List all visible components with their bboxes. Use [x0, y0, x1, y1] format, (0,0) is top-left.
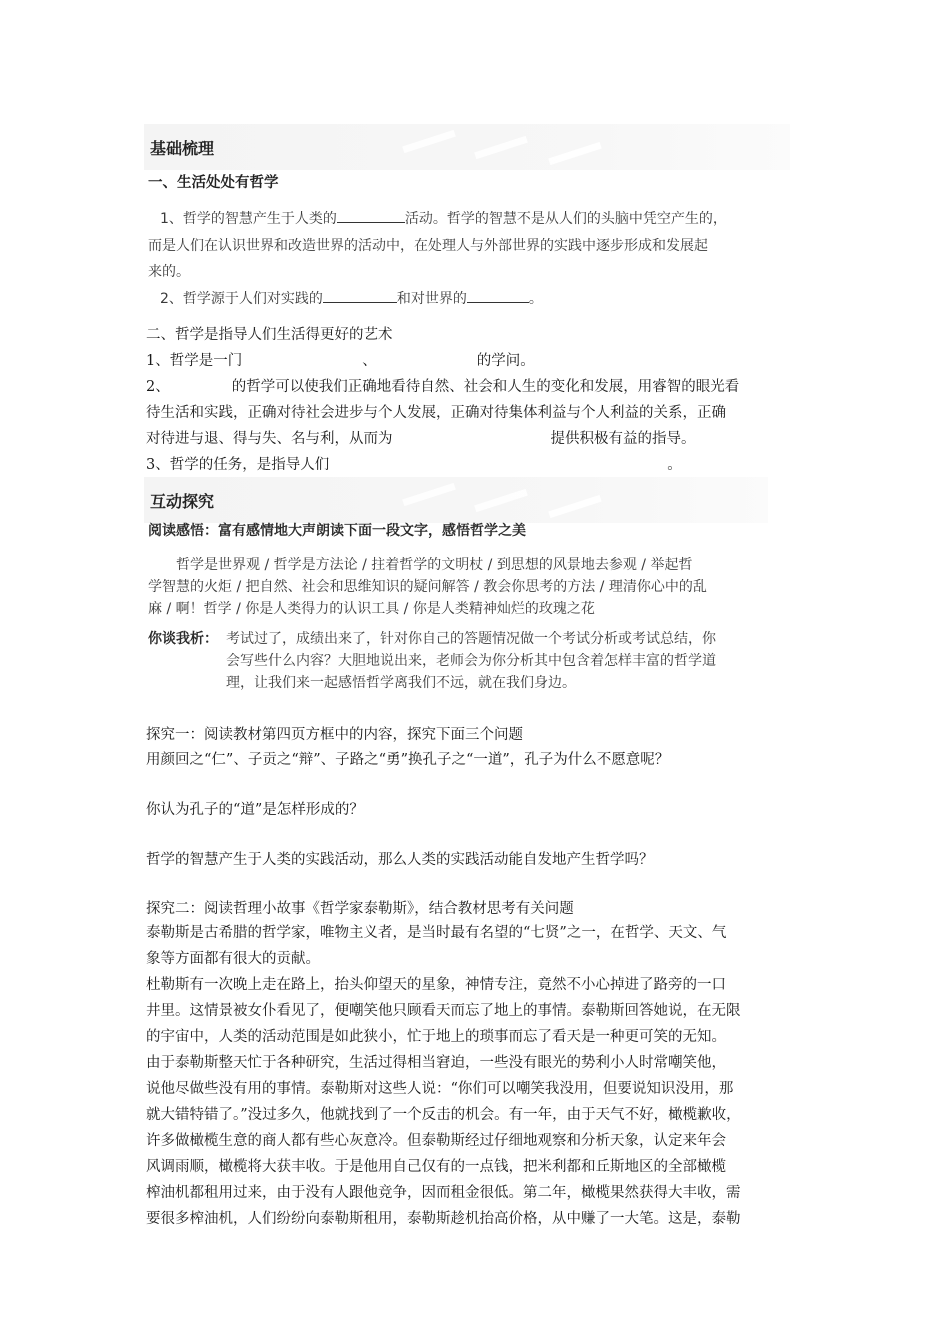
point-3: 3、哲学的任务，是指导人们 。 — [146, 457, 682, 473]
section-title-interactive: 互动探究 — [150, 492, 215, 511]
decor-stroke — [474, 136, 528, 159]
subheading-life: 一、生活处处有哲学 — [148, 175, 279, 191]
analysis-line-3: 理，让我们来一起感悟哲学离我们不远，就在我们身边。 — [226, 675, 576, 691]
story-line: 榨油机都租用过来，由于没有人跟他竞争，因而租金很低。第二年，橄榄果然获得大丰收，需 — [146, 1185, 741, 1201]
story-line: 杜勒斯有一次晚上走在路上，抬头仰望天的星象，神情专注，竟然不小心掉进了路旁的一口 — [146, 977, 726, 993]
analysis-line-2: 会写些什么内容？大胆地说出来，老师会为你分析其中包含着怎样丰富的哲学道 — [226, 653, 716, 669]
subheading-art: 二、哲学是指导人们生活得更好的艺术 — [146, 327, 393, 343]
analysis-line-1: 考试过了，成绩出来了，针对你自己的答题情况做一个考试分析或考试总结，你 — [226, 631, 716, 647]
decor-stroke — [474, 489, 528, 512]
blank-field — [337, 207, 405, 223]
story-line: 要很多榨油机，人们纷纷向泰勒斯租用，泰勒斯趁机抬高价格，从中赚了一大笔。这是，泰勒 — [146, 1211, 741, 1227]
question-1-line-3: 来的。 — [148, 264, 190, 280]
question-2: 2、哲学源于人们对实践的 和对世界的 。 — [160, 286, 543, 312]
decor-stroke — [548, 495, 602, 518]
inquiry-1-title: 探究一：阅读教材第四页方框中的内容，探究下面三个问题 — [146, 727, 523, 743]
inquiry-1-question-3: 哲学的智慧产生于人类的实践活动，那么人类的实践活动能自发地产生哲学吗？ — [146, 852, 654, 868]
analysis-label: 你谈我析： — [148, 631, 218, 647]
decor-stroke — [402, 483, 456, 506]
story-line: 井里。这情景被女仆看见了，便嘲笑他只顾看天而忘了地上的事情。泰勒斯回答她说，在无限 — [146, 1003, 741, 1019]
section-band-interactive — [144, 477, 768, 523]
section-title-basics: 基础梳理 — [150, 139, 215, 158]
story-line: 泰勒斯是古希腊的哲学家，唯物主义者，是当时最有名望的“七贤”之一，在哲学、天文、气 — [146, 925, 727, 941]
poem-line-3: 麻 / 啊！哲学 / 你是人类得力的认识工具 / 你是人类精神灿烂的玫瑰之花 — [148, 601, 595, 617]
question-1-line-1: 1、哲学的智慧产生于人类的 活动。哲学的智慧不是从人们的头脑中凭空产生的， — [160, 206, 727, 232]
story-line: 就大错特错了。”没过多久，他就找到了一个反击的机会。有一年，由于天气不好，橄榄歉收， — [146, 1107, 741, 1123]
inquiry-1-question-2: 你认为孔子的“道”是怎样形成的？ — [146, 802, 364, 818]
decor-stroke — [402, 130, 456, 153]
point-2-line-1: 2、 的哲学可以使我们正确地看待自然、社会和人生的变化和发展，用睿智的眼光看 — [146, 379, 740, 395]
blank-field — [323, 287, 397, 303]
point-2-line-2: 待生活和实践，正确对待社会进步与个人发展，正确对待集体利益与个人利益的关系，正确 — [146, 405, 726, 421]
point-2-line-3: 对待进与退、得与失、名与利，从而为 提供积极有益的指导。 — [146, 431, 696, 447]
inquiry-2-title: 探究二：阅读哲理小故事《哲学家泰勒斯》，结合教材思考有关问题 — [146, 901, 574, 917]
point-1: 1、哲学是一门 、 的学问。 — [146, 353, 535, 369]
story-line: 由于泰勒斯整天忙于各种研究，生活过得相当窘迫，一些没有眼光的势利小人时常嘲笑他， — [146, 1055, 726, 1071]
story-line: 象等方面都有很大的贡献。 — [146, 951, 320, 967]
story-line: 许多做橄榄生意的商人都有些心灰意冷。但泰勒斯经过仔细地观察和分析天象，认定来年会 — [146, 1133, 726, 1149]
reading-label: 阅读感悟：富有感情地大声朗读下面一段文字，感悟哲学之美 — [148, 523, 526, 539]
story-line: 说他尽做些没有用的事情。泰勒斯对这些人说：“你们可以嘲笑我没用，但要说知识没用，那 — [146, 1081, 734, 1097]
section-band-basics — [144, 124, 790, 170]
question-1-line-2: 而是人们在认识世界和改造世界的活动中，在处理人与外部世界的实践中逐步形成和发展起 — [148, 238, 708, 254]
inquiry-1-question-1: 用颜回之“仁”、子贡之“辩”、子路之“勇”换孔子之“一道”，孔子为什么不愿意呢？ — [146, 752, 670, 768]
story-line: 风调雨顺，橄榄将大获丰收。于是他用自己仅有的一点钱，把米利都和丘斯地区的全部橄榄 — [146, 1159, 726, 1175]
poem-line-1: 哲学是世界观 / 哲学是方法论 / 拄着哲学的文明杖 / 到思想的风景地去参观 / 举起哲 — [176, 557, 693, 573]
blank-field — [467, 287, 529, 303]
decor-stroke — [548, 142, 602, 165]
poem-line-2: 学智慧的火炬 / 把自然、社会和思维知识的疑问解答 / 教会你思考的方法 / 理清你心中的乱 — [148, 579, 707, 595]
story-line: 的宇宙中，人类的活动范围是如此狭小，忙于地上的琐事而忘了看天是一种更可笑的无知。 — [146, 1029, 726, 1045]
